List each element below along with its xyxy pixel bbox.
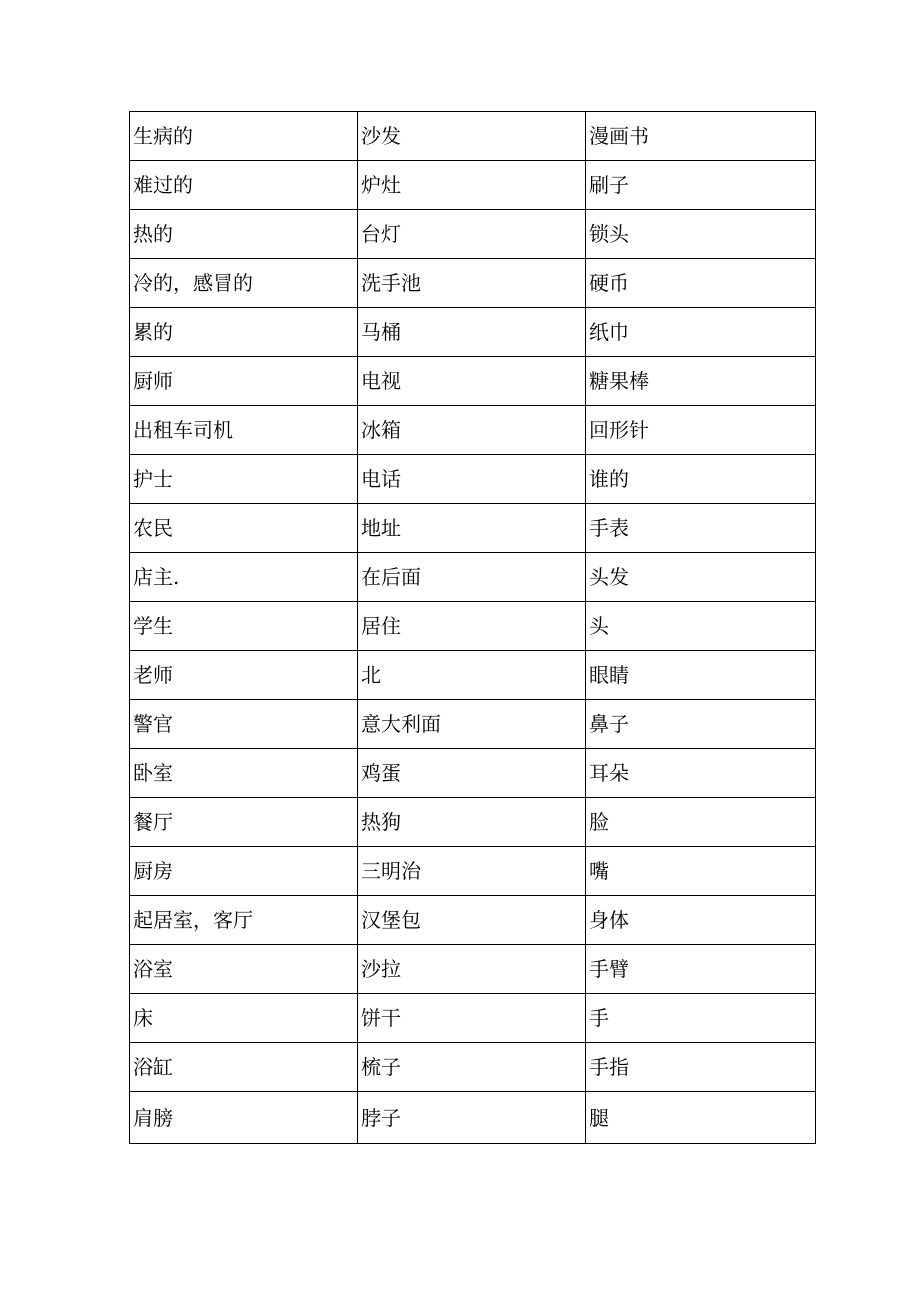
vocabulary-table-body [130, 112, 816, 1144]
table-cell: 头发 [586, 553, 816, 602]
table-row [130, 700, 816, 749]
table-cell: 汉堡包 [358, 896, 586, 945]
table-cell: 出租车司机 [130, 406, 358, 455]
table-cell: 冰箱 [358, 406, 586, 455]
table-row [130, 749, 816, 798]
table-cell: 手指 [586, 1043, 816, 1092]
table-row [130, 553, 816, 602]
table-cell: 电视 [358, 357, 586, 406]
table-cell: 厨房 [130, 847, 358, 896]
table-row [130, 504, 816, 553]
table-cell: 鸡蛋 [358, 749, 586, 798]
table-cell: 嘴 [586, 847, 816, 896]
table-row [130, 602, 816, 651]
table-row [130, 112, 816, 161]
table-row [130, 161, 816, 210]
table-cell: 电话 [358, 455, 586, 504]
table-cell: 台灯 [358, 210, 586, 259]
table-cell: 餐厅 [130, 798, 358, 847]
table-cell: 谁的 [586, 455, 816, 504]
table-cell: 在后面 [358, 553, 586, 602]
table-cell: 马桶 [358, 308, 586, 357]
table-cell: 饼干 [358, 994, 586, 1043]
table-cell: 累的 [130, 308, 358, 357]
table-cell: 耳朵 [586, 749, 816, 798]
table-cell: 学生 [130, 602, 358, 651]
table-cell: 生病的 [130, 112, 358, 161]
table-cell: 床 [130, 994, 358, 1043]
table-cell: 意大利面 [358, 700, 586, 749]
table-cell: 浴缸 [130, 1043, 358, 1092]
table-cell: 炉灶 [358, 161, 586, 210]
table-cell: 手表 [586, 504, 816, 553]
table-cell: 老师 [130, 651, 358, 700]
table-row [130, 994, 816, 1043]
table-cell: 沙拉 [358, 945, 586, 994]
table-cell: 漫画书 [586, 112, 816, 161]
table-row [130, 1092, 816, 1144]
table-cell: 锁头 [586, 210, 816, 259]
table-cell: 身体 [586, 896, 816, 945]
vocabulary-table [129, 111, 816, 1144]
table-cell: 地址 [358, 504, 586, 553]
table-cell: 洗手池 [358, 259, 586, 308]
table-cell: 冷的，感冒的 [130, 259, 358, 308]
table-cell: 脖子 [358, 1092, 586, 1144]
table-cell: 居住 [358, 602, 586, 651]
table-cell: 热的 [130, 210, 358, 259]
table-cell: 手臂 [586, 945, 816, 994]
table-row [130, 455, 816, 504]
table-row [130, 651, 816, 700]
table-row [130, 210, 816, 259]
table-cell: 肩膀 [130, 1092, 358, 1144]
table-cell: 沙发 [358, 112, 586, 161]
table-row [130, 308, 816, 357]
table-cell: 店主. [130, 553, 358, 602]
table-cell: 刷子 [586, 161, 816, 210]
table-cell: 梳子 [358, 1043, 586, 1092]
table-cell: 回形针 [586, 406, 816, 455]
table-row [130, 406, 816, 455]
table-cell: 卧室 [130, 749, 358, 798]
table-row [130, 798, 816, 847]
table-cell: 手 [586, 994, 816, 1043]
table-cell: 起居室，客厅 [130, 896, 358, 945]
table-cell: 眼睛 [586, 651, 816, 700]
table-cell: 腿 [586, 1092, 816, 1144]
table-row [130, 259, 816, 308]
table-row [130, 357, 816, 406]
table-cell: 警官 [130, 700, 358, 749]
table-cell: 北 [358, 651, 586, 700]
table-cell: 热狗 [358, 798, 586, 847]
table-cell: 三明治 [358, 847, 586, 896]
table-row [130, 847, 816, 896]
table-cell: 农民 [130, 504, 358, 553]
table-cell: 头 [586, 602, 816, 651]
table-row [130, 1043, 816, 1092]
table-cell: 鼻子 [586, 700, 816, 749]
table-cell: 糖果棒 [586, 357, 816, 406]
table-cell: 难过的 [130, 161, 358, 210]
table-cell: 护士 [130, 455, 358, 504]
table-cell: 厨师 [130, 357, 358, 406]
table-cell: 脸 [586, 798, 816, 847]
table-cell: 纸巾 [586, 308, 816, 357]
table-row [130, 945, 816, 994]
table-cell: 硬币 [586, 259, 816, 308]
table-cell: 浴室 [130, 945, 358, 994]
table-row [130, 896, 816, 945]
